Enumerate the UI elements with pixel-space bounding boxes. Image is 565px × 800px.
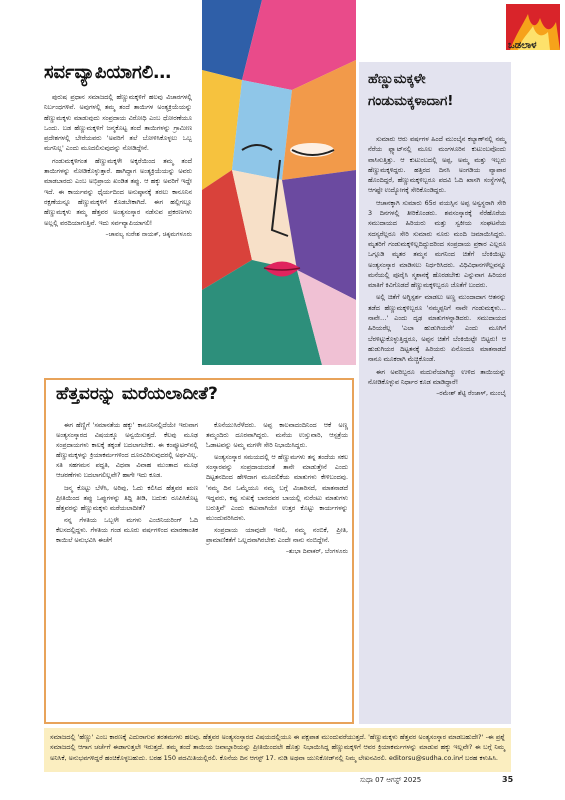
- right-article-title: ಹೆಣ್ಣುಮಕ್ಕಳೇ ಗಂಡುಮಕ್ಕಳಾದಾಗ!: [368, 71, 454, 109]
- right-article-paragraph: ಆಚಾನಕ್ಕಾಗಿ ಸುಮಾರು 65ರ ವಯಸ್ಸಿನ ಅಪ್ಪ ಅಸ್ವಸ್ಥರಾಗಿ ಸೇರಿ 3 ದಿನಗಳಲ್ಲಿ ತೀರಿಕೊಂಡರು. ಶವಸಂಸ್ಕಾರಕ್ಕೆ ನೆರೆಹೊರೆಯ ಸಮುದಾಯದ ಹಿರಿಯರು ಮತ್ತು ಸ್ವಕೀಯ ಸಂಘಟನೆಯ ಸದಸ್ಯರೆಲ್ಲರೂ ಸೇರಿ ಸುಮಾರು ನೂರು ಮಂದಿ ಜಮಾಯಿಸಿದ್ದರು. ಮೃತರಿಗೆ ಗಂಡುಮಕ್ಕಳಿಲ್ಲದಿದ್ದುದರಿಂದ ಸಂಪ್ರದಾಯ ಪ್ರಕಾರ ಎಲ್ಲರೂ ಒಗ್ಗೂಡಿ ಮೃತರ ತಮ್ಮನ ಮಗನಿಂದ ಚಿತೆಗೆ ಬೆಂಕಿಯಿಟ್ಟು ಅಂತ್ಯಸಂಸ್ಕಾರ ಮಾಡಿಸಲು ನಿರ್ಧರಿಸಿದರು. ವಿಧಿವಿಧಾನಗಳೆಲ್ಲವನ್ನೂ ಮನೆಯಲ್ಲಿ ಪೂರೈಸಿ ಸ್ಮಶಾನಕ್ಕೆ ಹೊರಡಬೇಕು ಎನ್ನುವಾಗ ಹಿರಿಯರ ಮಾತಿಗೆ ಕಿವಿಗೊಡದೆ ಹೆಣ್ಣುಮಕ್ಕಳಿಬ್ಬರೂ ಜೊತೆಗೆ ಬಂದರು.: [368, 198, 506, 290]
- right-article-signature: –ರಮೇಶ್ ಶೆಟ್ಟಿ ರೆಂಜಾಳ್, ಮುಂಬೈ: [436, 390, 506, 398]
- right-article-body: [368, 134, 506, 399]
- mid-article-paragraph: ಈಗ ಹೆಣ್ಣಿಗೆ 'ಸಮಾನತೆಯ ಹಕ್ಕು' ಕಾನೂನಿನಲ್ಲಿದೆಯೇ ಇರುವಾಗ ಅಂತ್ಯಸಂಸ್ಕಾರದ ವಿಷಯಕ್ಕೂ ಅನ್ವಯಿಸುತ್ತದೆ. ಕೆಲವು ಮೂಢ ಸಂಪ್ರದಾಯಗಳು ಕಾಲಕ್ಕೆ ತಕ್ಕಂತೆ ಬದಲಾಗಬೇಕು. ಈ ಕಂಪ್ಯೂಟರ್‌ನಲ್ಲಿ ಹೆಣ್ಣುಮಕ್ಕಳನ್ನು ಕ್ರಿಯಾಕರ್ಮಗಳಿಂದ ದೂರವಿರಿಸುವುದರಲ್ಲಿ ಅರ್ಥವಿಲ್ಲ. ಸತಿ ಸಹಗಮನ ಪದ್ಧತಿ, ವಿಧವಾ ವಿವಾಹ ಮುಂತಾದ ಮೂಢ ಆಚರಣೆಗಳು ಬದಲಾಗಲಿಲ್ಲವೇ? ಹಾಗೇ ಇದು ಕೂಡ.: [56, 421, 198, 480]
- issue-footer: ಸುಧಾ 07 ಆಗಸ್ಟ್ 2025: [360, 776, 422, 784]
- left-article-paragraph: ಗಂಡುಮಕ್ಕಳಿಗಂತ ಹೆಣ್ಣುಮಕ್ಕಳೇ ಅಕ್ಕರೆಯಿಂದ ತಮ್ಮ ತಂದೆ ತಾಯಿಗಳನ್ನು ನೋಡಿಕೊಳ್ಳುತ್ತಾರೆ. ಹಾಗಿದ್ದಾಗ ಅಂತ್ಯಕ್ರಿಯೆಯನ್ನು ಅವರು ಮಾಡಬಾರದು ಎಂಬ ಅಭಿಪ್ರಾಯ ಖಂಡಿತ ತಪ್ಪು. ಆ ಹಕ್ಕು ಅವರಿಗೆ ಇದ್ದೇ ಇದೆ. ಈ ಕಾರ್ಯವನ್ನು ಧೈರ್ಯದಿಂದ ಅನುಷ್ಠಾನಕ್ಕೆ ತರಲು ಕಾನೂನಿನ ರಕ್ಷಣೆಯನ್ನೂ ಹೆಣ್ಣುಮಕ್ಕಳಿಗೆ ಕೊಡಬೇಕಾಗಿದೆ. ಈಗ ಹಲ್ಲಿಗಲ್ಲೂ ಹೆಣ್ಣುಮಕ್ಕಳು ತಮ್ಮ ಹೆತ್ತವರ ಅಂತ್ಯಸಂಸ್ಕಾರ ನಡೆಸುವ ಪ್ರಕರಣಗಳು ಅಲ್ಲಲ್ಲಿ ವರದಿಯಾಗುತ್ತಿವೆ. ಇದು ಸರ್ವವ್ಯಾಪಿಯಾಗಲಿ!: [44, 156, 192, 227]
- left-article-signature: –ಚಾವಲ್ಯ ಸುರೇಶ ನಾಯಕ್, ಚಿಕ್ಕಮಗಳೂರು: [105, 230, 192, 238]
- call-for-submissions-note: ಸಮಾಜದಲ್ಲಿ 'ಹೆಣ್ಣು' ಎಂಬ ಕಾರಣಕ್ಕೆ ಎದುರಾಗುವ ತರತಮಗಳು ಹಲವು. ಹೆತ್ತವರ ಅಂತ್ಯಸಂಸ್ಕಾರದ ವಿಷಯದಲ್ಲಿಯೂ ಈ ಪಕ್ಷಪಾತ ಮುಂದುವರೆಯುತ್ತದೆ. 'ಹೆಣ್ಣುಮಕ್ಕಳು ಹೆತ್ತವರ ಅಂತ್ಯಸಂಸ್ಕಾರ ಮಾಡಬಹುದೇ?' -ಈ ಪ್ರಶ್ನೆ ಸಮಾಜದಲ್ಲಿ ಆಗಾಗ ಚರ್ಚೆಗೆ ಈಡಾಗುತ್ತಲೇ ಇರುತ್ತದೆ. ತಮ್ಮ ತಂದೆ ತಾಯಿಯ ಜವಾಬ್ದಾರಿಯನ್ನು ಪ್ರೀತಿಯಿಂದಲೇ ಹೊತ್ತು ನಿಭಾಯಿಸಿದ್ದ ಹೆಣ್ಣುಮಕ್ಕಳಿಗೆ ಆವರ ಕ್ರಿಯಾಕರ್ಮಗಳನ್ನು ಮಾಡುವ ಹಕ್ಕು ಇಲ್ಲವೇ? ಈ ಬಗ್ಗೆ ನಿಮ್ಮ ಅನಿಸಿಕೆ, ಅನುಭವಗಳಿದ್ದರೆ ಹಂಚಿಕೊಳ್ಳಬಹುದು. ಬರಹ 150 ಪದಮಿತಿಯಲ್ಲಿರಲಿ. ಕೊನೆಯ ದಿನ ಆಗಸ್ಟ್ 17. ನುಡಿ ಅಥವಾ ಯುನಿಕೋಡ್‌ನಲ್ಲಿ ನಿಮ್ಮ ಲೇಖನವಿರಲಿ. editorsu@sudha.co.inಗೆ ಬರಹ ಕಳುಹಿಸಿ.: [44, 728, 511, 772]
- right-article-paragraph: ಅಲ್ಲಿ ಚಿತೆಗೆ ಅಗ್ನಿಸ್ಪರ್ಶ ಮಾಡಲು ಅಣ್ಣ ಮುಂದಾದಾಗ ಆತನನ್ನು ತಡೆದ ಹೆಣ್ಣುಮಕ್ಕಳಿಬ್ಬರೂ 'ನಮ್ಮಪ್ಪನಿಗೆ ನಾವೇ ಗಂಡುಮಕ್ಕಳು… ನಾವೇ…' ಎಂದು ದೃಢ ಮಾತುಗಳನ್ನಾಡಿದರು. ಸಮುದಾಯದ ಹಿರಿಯರೆಲ್ಲ 'ಎಲಾ ಹುಡುಗಿಯರೇ' ಎಂದು ಮೂಗಿಗೆ ಬೆರಳಿಟ್ಟುಕೊಳ್ಳುತ್ತಿದ್ದರೂ, ಅಪ್ಪನ ಚಿತೆಗೆ ಬೆಂಕಿಯಿಟ್ಟೇ ಬಿಟ್ಟರು! ಆ ಹುಡುಗಿಯರ ದಿಟ್ಟತನಕ್ಕೆ ಹಿರಿಯರು ಏನೊಂದೂ ಮಾತನಾಡದೆ ನಾನೂ ಮೂಕರಾಗಿ ಮೆಚ್ಚಿಕೊಂಡೆ.: [368, 293, 506, 364]
- right-article-paragraph: ಈಗ ಅವರಿಬ್ಬರೂ ಮದುವೆಯಾಗಿದ್ದು ಉಳಿದ ತಾಯಿಯನ್ನು ನೋಡಿಕೊಳ್ಳುವ ನಿರ್ಧಾರ ಕೂಡ ಮಾಡಿದ್ದಾರೆ!: [368, 367, 506, 386]
- mid-article-paragraph: ಕೊನೆಯುಸಿರೆಳೆದರು. ಅಪ್ಪ ಕಾಲವಾದಂದಿನಿಂದ ಆಕೆ ಅಣ್ಣ ತಮ್ಮಂದಿರು ದೂರವಾಗಿದ್ದರು. ಮನೆಯ ಉಸ್ತುವಾರಿ, ಆಸ್ಪತ್ರೆಯ ಓಡಾಟವನ್ನು ಅಮ್ಮ ಮಗಳೇ ಸೇರಿ ನಿಭಾಯಿಸಿದ್ದರು.: [206, 421, 348, 450]
- mid-article-column-2: [206, 420, 348, 557]
- right-article-paragraph: ಸುಮಾರು ಆರು ವರ್ಷಗಳ ಹಿಂದೆ ಮುಂಬೈನ ಕಲ್ಯಾಣ್‌ನಲ್ಲಿ ನಮ್ಮ ನೆರೆಯ ಫ್ಲ್ಯಾಟ್‌ನಲ್ಲಿ ಮೂಲ ಮಂಗಳೂರಿನ ಕುಟುಂಬವೊಂದು ವಾಸಿಸುತ್ತಿತ್ತು. ಆ ಕುಟುಂಬದಲ್ಲಿ ಅಪ್ಪ, ಅಮ್ಮ ಮತ್ತು ಇಬ್ಬರು ಹೆಣ್ಣುಮಕ್ಕಳಿದ್ದರು. ಹತ್ತಿರದ ದಿನಸಿ ಅಂಗಡಿಯ ವ್ಯಾಪಾರ ಹೊಂದಿದ್ದರೆ, ಹೆಣ್ಣುಮಕ್ಕಳಿಬ್ಬರೂ ಪದವಿ ಓದಿ ಖಾಸಗಿ ಸಂಸ್ಥೆಗಳಲ್ಲಿ ಆಗಷ್ಟೇ ಉದ್ಯೋಗಕ್ಕೆ ಸೇರಿಕೊಂಡಿದ್ದರು.: [368, 135, 506, 195]
- mid-article-column-1: [56, 420, 198, 547]
- left-article-paragraph: ಪುರುಷ ಪ್ರಧಾನ ಸಮಾಜದಲ್ಲಿ ಹೆಣ್ಣುಮಕ್ಕಳಿಗೆ ಹಲವು ವಿಚಾರಗಳಲ್ಲಿ ನಿರ್ಬಂಧಗಳಿವೆ. ಅವುಗಳಲ್ಲಿ ತಮ್ಮ ತಂದೆ ತಾಯಿಗಳ ಅಂತ್ಯಕ್ರಿಯೆಯನ್ನು ಹೆಣ್ಣುಮಕ್ಕಳು ಮಾಡುವುದು ಸಂಪ್ರದಾಯ ವಿರೋಧಿ ಎಂಬ ಧೋರಣೆಯೂ ಒಂದು. ಬಡ ಹೆಣ್ಣುಮಕ್ಕಳಿಗೆ ಜನ್ಮಕೊಟ್ಟ ತಂದೆ ತಾಯಿಗಳನ್ನು ಗ್ರಾಮೀಣ ಪ್ರದೇಶಗಳಲ್ಲಿ ಬೇರೆಯವರು 'ಅವರಿಗೆ ತಲೆ ಬೋಳಿಸಿಕೊಳ್ಳಲು ಒಬ್ಬ ಮಗನಿಲ್ಲ' ಎಂದು ಮೂದಲಿಸುವುದನ್ನು ನೋಡಿದ್ದೇನೆ.: [44, 93, 192, 153]
- mid-article-title: ಹೆತ್ತವರನ್ನು ಮರೆಯಲಾದೀತೆ?: [56, 384, 218, 404]
- mid-article-paragraph: ನನ್ನ ಗೆಳತಿಯ ಒಬ್ಬಳೇ ಮಗಳು ಎಂಜಿನಿಯರಿಂಗ್ ಓದಿ ಕೆಲಸದಲ್ಲಿದ್ದಳು. ಗೆಳತಿಯ ಗಂಡ ಮೂರು ವರ್ಷಗಳಿಂದ ಮಾರಣಾಂತಿಕ ಕಾಯಿಲೆ ಅನುಭವಿಸಿ ಈಚೆಗೆ: [56, 515, 198, 545]
- section-label: ಒಡಲಾಳ: [508, 40, 537, 51]
- abstract-face-illustration: [202, 0, 356, 365]
- mid-article-paragraph: ಅಂತ್ಯಸಂಸ್ಕಾರ ಸಮಯದಲ್ಲಿ ಆ ಹೆಣ್ಣುಮಗಳು ತನ್ನ ತಂದೆಯ ಸಕಲ ಸಂಸ್ಕಾರವನ್ನು ಸಂಪ್ರದಾಯದಂತೆ ತಾನೇ ಮಾಡುತ್ತೇನೆ ಎಂದು ದಿಟ್ಟತನದಿಂದ ಹೇಳಿದಾಗ ಮೂದಲಿಕೆಯ ಮಾತುಗಳು ಕೇಳಿಬಂದವು. 'ನಮ್ಮ ದಿನ ಒಮ್ಮೆಯೂ ನಮ್ಮ ಬಗ್ಗೆ ವಿಚಾರಿಸದೆ, ಮಾತನಾಡದೆ ಇದ್ದವರು, ಕಷ್ಟ ಸುಖಕ್ಕೆ ಬಾರದವರ ಬಾಯಲ್ಲಿ ನುರೆಂಟು ಮಾತುಗಳು ಬರುತ್ತಿವೆ' ಎಂದು ಕಟುವಾಗಿಯೇ ಉತ್ತರ ಕೊಟ್ಟು ಕಾರ್ಯಗಳನ್ನು ಮುಂದುವರಿಸಿದಳು.: [206, 453, 348, 522]
- mid-article-paragraph: ಜನ್ಮ ಕೊಟ್ಟು ಬೆಳೆಸಿ, ಅರಿವು, ಓದು ಕಲಿಸಿದ ಹೆತ್ತವರ ಋಣ ಪ್ರೀತಿಯಿಂದ ತಪ್ಪು ಒಪ್ಪುಗಳನ್ನು ತಿದ್ದಿ ತೀಡಿ, ಬದುಕು ರೂಪಿಸಿಕೊಟ್ಟ ಹೆತ್ತವರನ್ನು ಹೆಣ್ಣುಮಕ್ಕಳು ಮರೆಯಲಾದೀತೆ?: [56, 483, 198, 512]
- left-article-body: [44, 92, 192, 240]
- page-number: 35: [502, 775, 514, 784]
- left-article-title: ಸರ್ವವ್ಯಾಪಿಯಾಗಲಿ…: [44, 62, 172, 83]
- mid-article-paragraph: ಸಂಪ್ರದಾಯ ಯಾವುದೇ ಇರಲಿ, ನಮ್ಮ ನಂಬಿಕೆ, ಪ್ರೀತಿ, ಪ್ರಾಮಾಣಿಕತೆಗೆ ಒಲ್ಲದವಾಗಿರಬೇಕು ಎಂದೇ ನಾನು ನಂಬಿದ್ದೇನೆ.: [206, 525, 348, 545]
- mid-article-signature: –ಶುಭಾ ದಿವಾಕರ್, ಬೆಂಗಳೂರು: [285, 548, 348, 556]
